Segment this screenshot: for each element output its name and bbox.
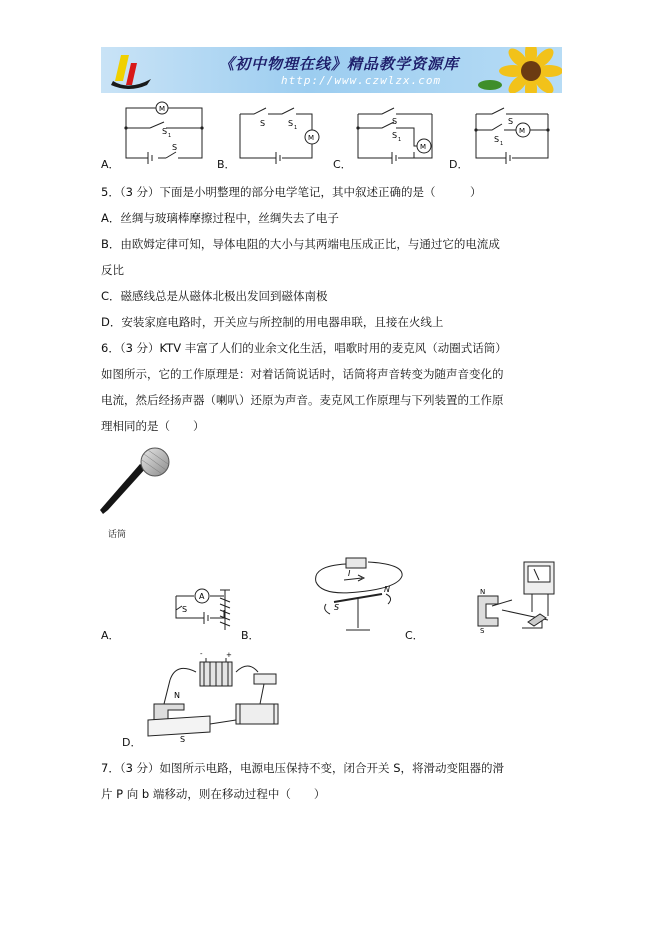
s-label: S <box>392 117 398 126</box>
q6-option-b-label[interactable]: B． <box>241 629 260 642</box>
q6-option-b-diagram <box>308 552 408 638</box>
q7-stem-line-2: 片 P 向 b 端移动，则在移动过程中（ ） <box>101 787 326 801</box>
ammeter-label: A <box>199 592 205 601</box>
banner-title: 《初中物理在线》精品教学资源库 <box>219 55 460 73</box>
q6-option-a-diagram <box>168 580 244 634</box>
s-label: S <box>260 119 266 128</box>
switch-label: S <box>182 605 188 614</box>
q6-stem-line-3: 电流，然后经扬声器（喇叭）还原为声音。麦克风工作原理与下列装置的工作原 <box>101 393 504 407</box>
motor-label: M <box>308 134 315 142</box>
q6-stem-line-4: 理相同的是（ ） <box>101 419 205 433</box>
s1-sub: 1 <box>500 141 504 147</box>
q5-option-b[interactable]: B．由欧姆定律可知，导体电阻的大小与其两端电压成正比，与通过它的电流成 <box>101 237 500 251</box>
q6-option-c-label[interactable]: C． <box>405 629 424 642</box>
south-label: S <box>480 627 485 635</box>
motor-label: M <box>519 127 526 135</box>
south-label: S <box>180 735 186 742</box>
s1-sub: 1 <box>168 133 172 139</box>
sunflower-icon <box>476 47 562 93</box>
q4-option-a-label[interactable]: A． <box>101 158 120 171</box>
s1-label: S <box>392 131 398 140</box>
q6-option-d-diagram <box>140 650 290 742</box>
s-label: S <box>172 143 178 152</box>
q6-stem-line-1: 6．（3 分）KTV 丰富了人们的业余文化生活，唱歌时用的麦克风（动圈式话筒） <box>101 341 507 355</box>
q5-stem: 5．（3 分）下面是小明整理的部分电学笔记，其中叙述正确的是（ ） <box>101 185 482 199</box>
mic-caption: 话筒 <box>108 530 127 540</box>
q4-circuit-d <box>468 100 558 164</box>
motor-label: M <box>159 105 166 113</box>
q4-circuit-c <box>352 100 442 164</box>
battery-minus: - <box>200 650 203 658</box>
q4-circuit-b <box>236 100 326 164</box>
logo-icon <box>107 51 157 91</box>
q5-option-c[interactable]: C．磁感线总是从磁体北极出发回到磁体南极 <box>101 289 328 303</box>
q4-option-d-label[interactable]: D． <box>449 158 469 171</box>
s1-label: S <box>494 135 500 144</box>
north-label: N <box>384 585 390 594</box>
s1-label: S <box>288 119 294 128</box>
battery-plus: + <box>226 651 232 659</box>
q4-option-b-label[interactable]: B． <box>217 158 236 171</box>
q5-option-d[interactable]: D．安装家庭电路时，开关应与所控制的用电器串联，且接在火线上 <box>101 315 444 329</box>
current-label: I <box>348 569 351 578</box>
q4-circuit-a <box>120 100 210 164</box>
q5-option-a[interactable]: A．丝绸与玻璃棒摩擦过程中，丝绸失去了电子 <box>101 211 339 225</box>
q6-option-c-diagram <box>462 556 562 636</box>
s1-label: S <box>162 127 168 136</box>
q7-stem-line-1: 7．（3 分）如图所示电路，电源电压保持不变，闭合开关 S，将滑动变阻器的滑 <box>101 761 504 775</box>
north-label: N <box>174 691 180 700</box>
banner-url: http://www.czwlzx.com <box>281 74 442 87</box>
q4-option-c-label[interactable]: C． <box>333 158 352 171</box>
q6-stem-line-2: 如图所示，它的工作原理是：对着话筒说话时，话筒将声音转变为随声音变化的 <box>101 367 504 381</box>
motor-label: M <box>420 143 427 151</box>
q6-option-a-label[interactable]: A． <box>101 629 120 642</box>
south-label: S <box>334 603 340 612</box>
microphone-image <box>100 444 180 520</box>
s1-sub: 1 <box>294 125 298 131</box>
s-label: S <box>508 117 514 126</box>
north-label: N <box>480 588 486 596</box>
q5-option-b-cont[interactable]: 反比 <box>101 263 124 277</box>
header-banner <box>101 47 562 93</box>
q6-option-d-label[interactable]: D． <box>122 736 142 749</box>
s1-sub: 1 <box>398 137 402 143</box>
